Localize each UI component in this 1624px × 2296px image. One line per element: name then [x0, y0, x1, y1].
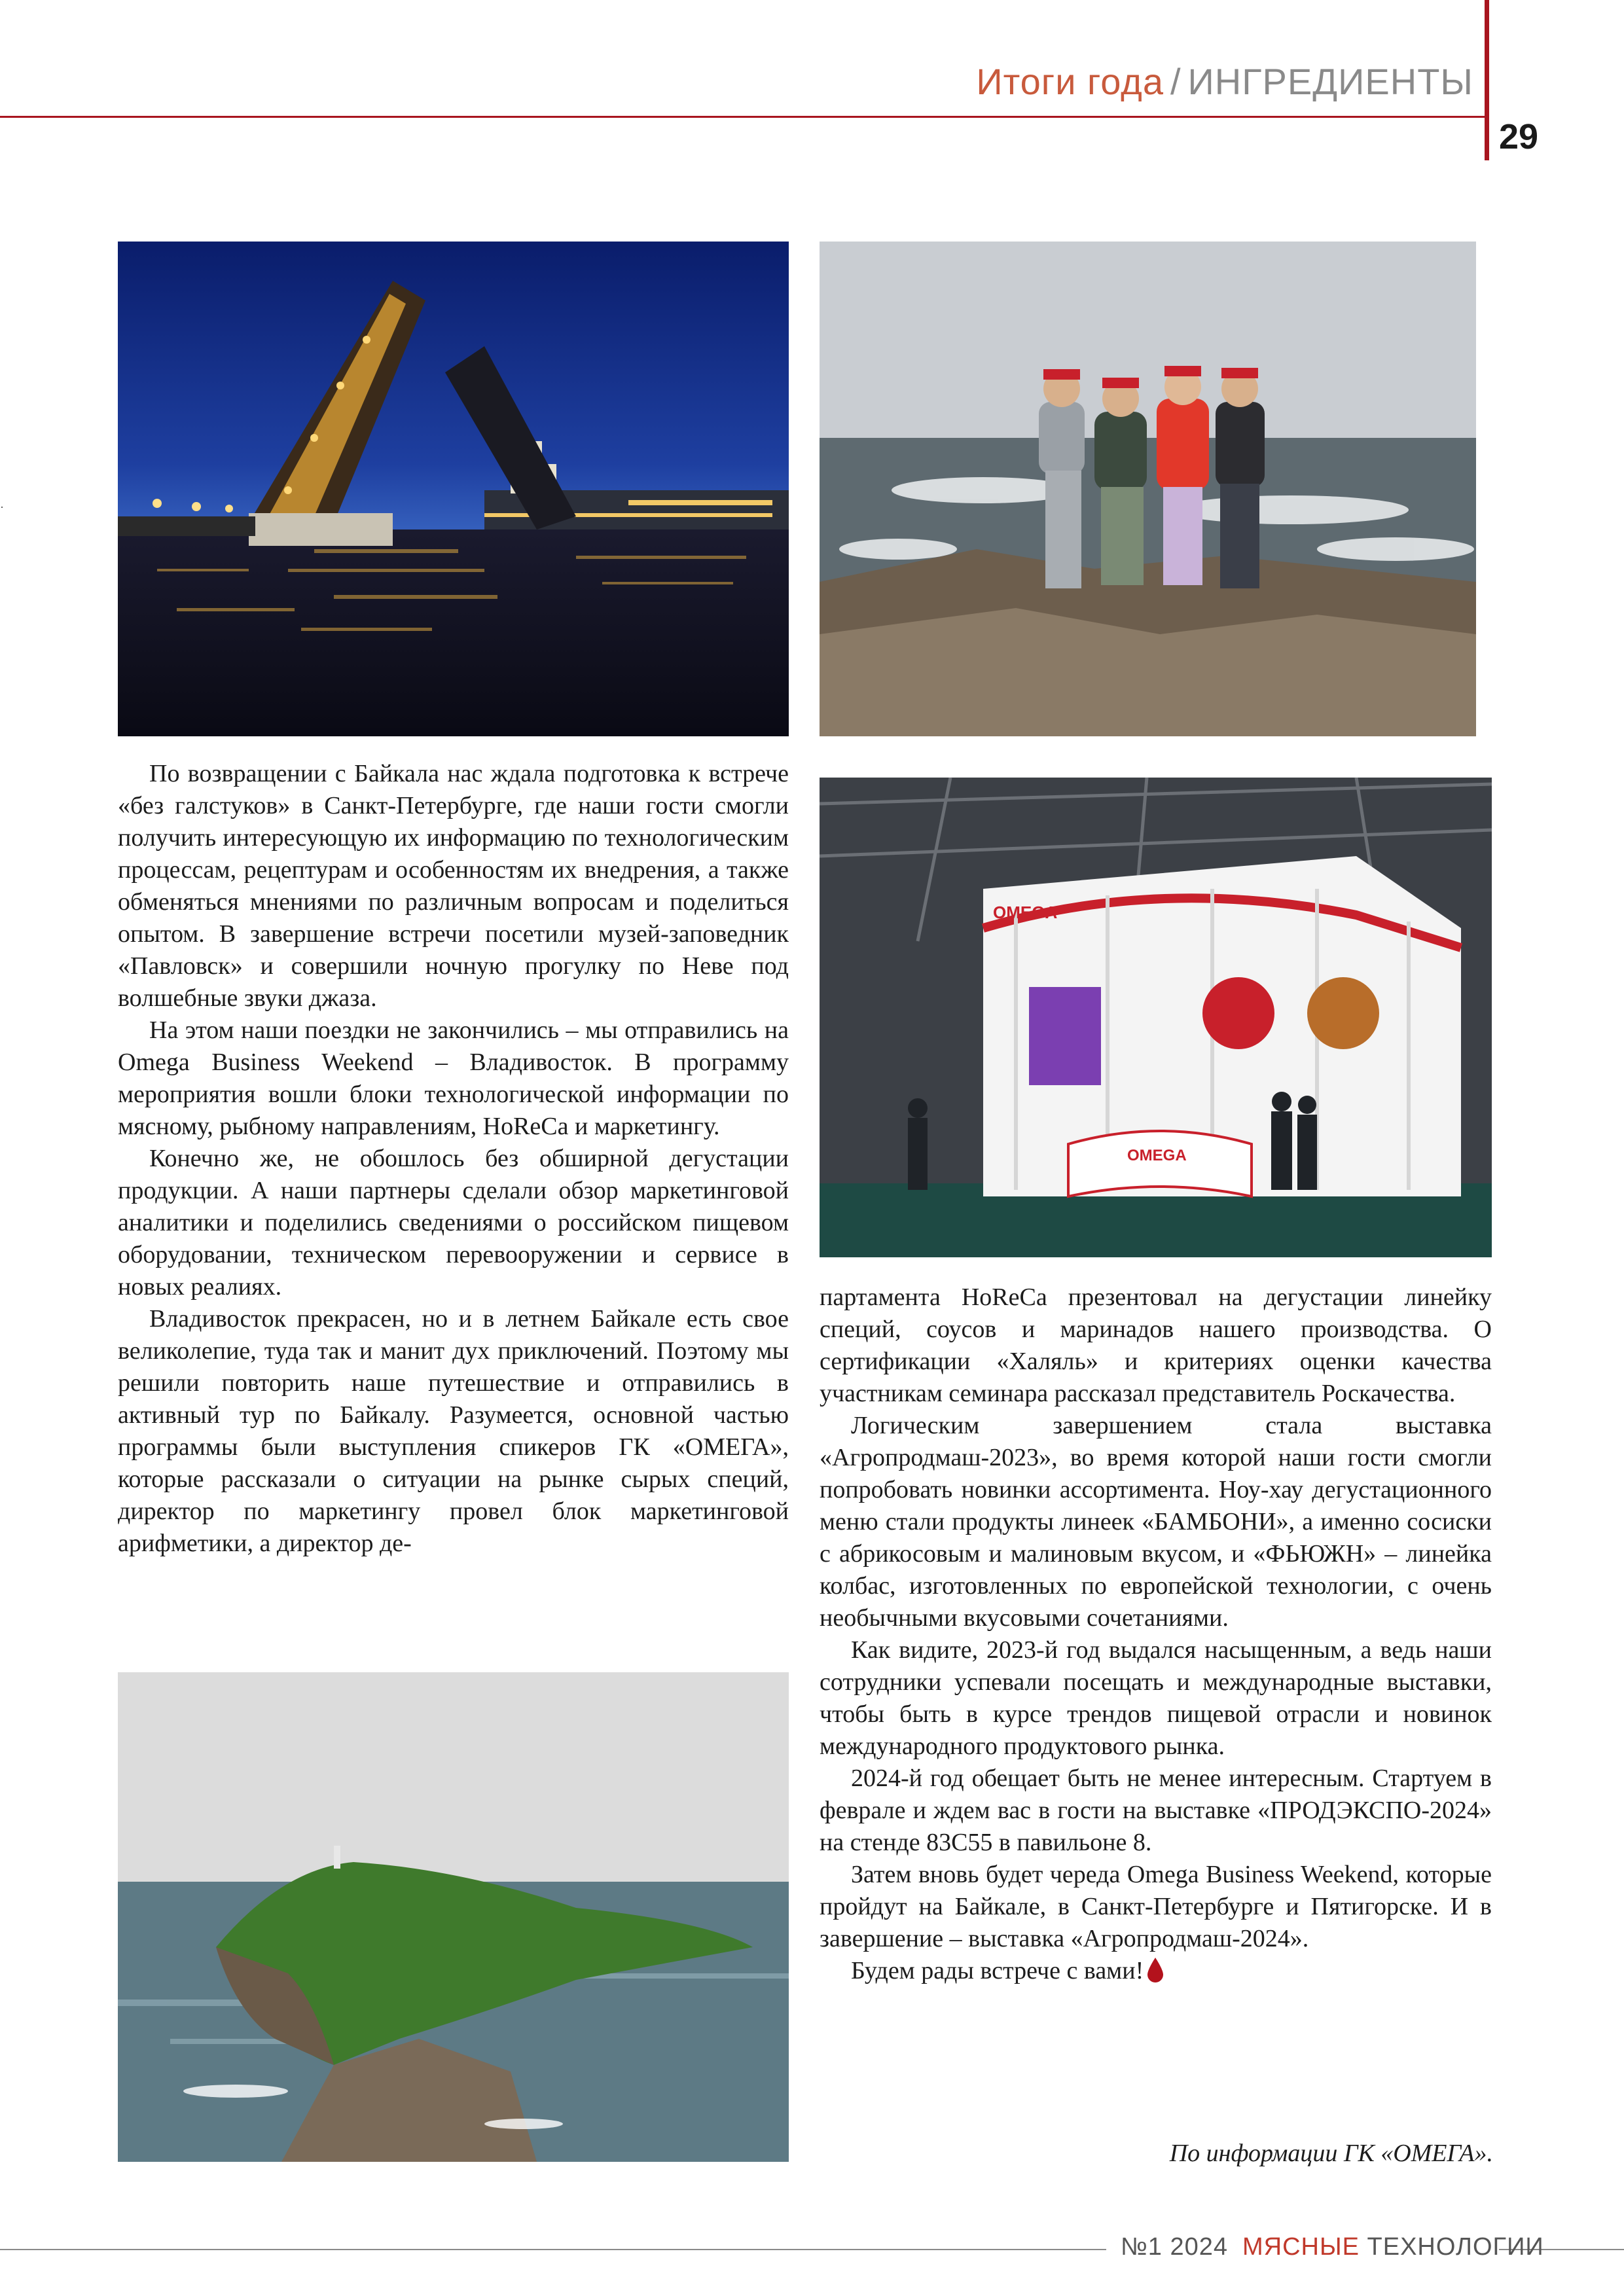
article-paragraph: На этом наши поездки не закончились – мы отправились на Omega Business Weekend – Владивосток. В программу мероприятия вошли блоки технологической информации по мясному, рыбному направлениям, HoReCa и маркетингу.	[118, 1016, 789, 1140]
article-continuation: партамента HoReCa презентовал на дегустации линейку специй, соусов и маринадов нашего производства. О сертификации «Халяль» и критериях оценки качества участникам семинара рассказал представитель Роскачества.	[820, 1283, 1492, 1407]
closing-text: Будем рады встрече с вами!	[851, 1957, 1144, 1984]
article-closing	[820, 1955, 1492, 1987]
photo-rocky-coast-group	[820, 242, 1476, 736]
photo-green-island	[118, 1672, 789, 2162]
section-title	[976, 60, 1473, 103]
footer-brand-first: МЯСНЫЕ	[1242, 2233, 1360, 2261]
section-title-rubric: ИНГРЕДИЕНТЫ	[1187, 61, 1473, 102]
footer-brand-second: ТЕХНОЛОГИИ	[1367, 2233, 1544, 2261]
article-paragraph: Затем вновь будет череда Omega Business Weekend, которые пройдут на Байкале, в Санкт-Петербурге и Пятигорске. И в завершение – выставка «Агропродмаш-2024».	[820, 1861, 1492, 1952]
footer-rule-left	[0, 2249, 1106, 2250]
article-paragraph: Логическим завершением стала выставка «Агропродмаш-2023», во время которой наши гости смогли попробовать новинки ассортимента. Ноу-хау дегустационного меню стали продукты линеек «БАМБОНИ», а именно сосиски с абрикосовым и малиновым вкусом, и «ФЬЮЖН» – линейка колбас, изготовленных по европейской технологии, с очень необычными вкусовыми сочетаниями.	[820, 1412, 1492, 1632]
article-signature: По информации ГК «ОМЕГА».	[1169, 2140, 1493, 2167]
section-title-main: Итоги года	[976, 61, 1164, 102]
blood-drop-icon	[1147, 1958, 1163, 1982]
group-on-rocky-coast-photo-icon	[820, 242, 1476, 736]
article-paragraph: По возвращении с Байкала нас ждала подготовка к встрече «без галстуков» в Санкт-Петербурге, где наши гости смогли получить интересующую их информацию по технологическим процессам, рецептурам и особенностям их внедрения, а также обменяться мнениями по различным вопросам и поделиться опытом. В завершение встречи посетили музей-заповедник «Павловск» и совершили ночную прогулку по Неве под волшебные звуки джаза.	[118, 760, 789, 1012]
omega-exhibition-stand-photo-icon	[820, 778, 1492, 1257]
article-paragraph: Конечно же, не обошлось без обширной дегустации продукции. А наши партнеры сделали обзор маркетинговой аналитики и поделились сведениями о российском пищевом оборудовании, техническом перевооружении и сервисе в новых реалиях.	[118, 1145, 789, 1300]
article-left-column	[118, 758, 789, 1560]
green-island-cape-photo-icon	[118, 1672, 789, 2162]
header-rule	[0, 116, 1486, 118]
section-title-separator: /	[1170, 61, 1182, 102]
page-number: 29	[1499, 117, 1539, 156]
edge-mark: ·	[0, 501, 4, 514]
expo-sign-counter: OMEGA	[1127, 1147, 1187, 1164]
footer-issue: №1 2024	[1121, 2233, 1228, 2261]
photo-omega-expo-stand	[820, 778, 1492, 1257]
night-drawbridge-photo-icon	[118, 242, 789, 736]
footer-magazine	[1121, 2233, 1544, 2261]
photo-night-bridge	[118, 242, 789, 736]
article-paragraph: Как видите, 2023-й год выдался насыщенным, а ведь наши сотрудники успевали посещать и международные выставки, чтобы быть в курсе трендов пищевой отрасли и новинок международного продуктового рынка.	[820, 1636, 1492, 1760]
article-right-column	[820, 1282, 1492, 1987]
article-paragraph: 2024-й год обещает быть не менее интересным. Стартуем в феврале и ждем вас в гости на выставке «ПРОДЭКСПО-2024» на стенде 83С55 в павильоне 8.	[820, 1765, 1492, 1856]
header-accent-bar	[1485, 0, 1489, 160]
expo-sign-top: OMEGA	[993, 903, 1058, 922]
article-paragraph: Владивосток прекрасен, но и в летнем Байкале есть свое великолепие, туда так и манит дух приключений. Поэтому мы решили повторить наше путешествие и отправились в активный тур по Байкалу. Разумеется, основной частью программы были выступления спикеров ГК «ОМЕГА», которые рассказали о ситуации на рынке сырых специй, директор по маркетингу провел блок маркетинговой арифметики, а директор де-	[118, 1305, 789, 1557]
